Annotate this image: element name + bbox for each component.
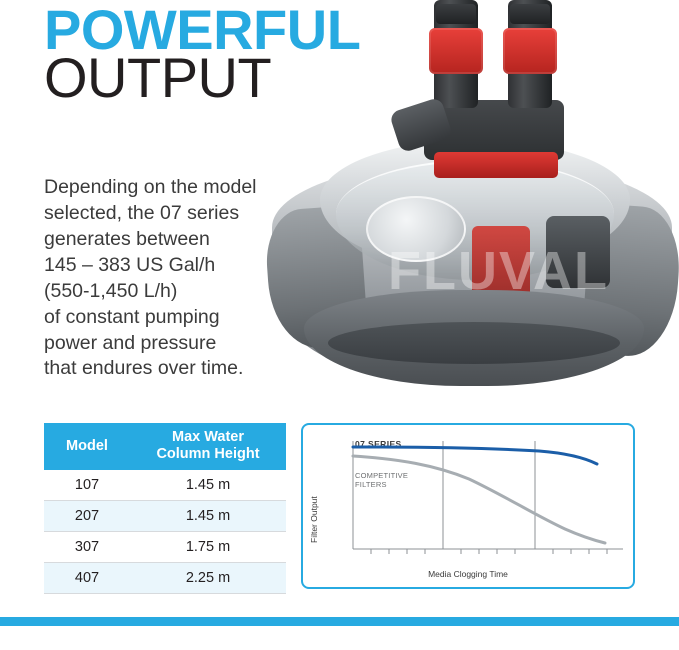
body-copy-line: (550-1,450 L/h) [44,279,178,302]
table-row [44,470,286,501]
table-row [44,531,286,562]
body-copy-line: power and pressure [44,331,217,354]
body-copy-line: selected, the 07 series [44,201,240,224]
cell-model: 307 [44,531,130,562]
red-lock-lever [434,152,558,178]
product-image [258,0,679,400]
body-copy-line: generates between [44,227,210,250]
cell-height: 1.45 m [130,470,286,501]
hose-nut-right [510,4,550,24]
chart-annotation-07-series: 07 SERIES [355,439,402,449]
chart-plot [339,437,625,563]
impeller-cover [366,196,466,262]
hose-collar-left [429,28,483,74]
spec-table [44,423,286,594]
chart-annotation-competitive-line1: COMPETITIVE [355,471,409,480]
headline-line-2: OUTPUT [44,45,272,109]
table-header-row [44,423,286,470]
table-header-height-line1: Max Water [172,429,244,445]
chart-annotation-competitive-line2: FILTERS [355,480,387,490]
chart-series-07 [353,447,597,464]
table-row [44,562,286,593]
table-header-height-line2: Column Height [156,446,260,463]
cell-height: 1.45 m [130,500,286,531]
canister-base-lip [328,322,620,364]
headline-line-1: POWERFUL [44,0,361,61]
chart-x-axis-label: Media Clogging Time [428,569,508,579]
motor-block [546,216,610,288]
hose-collar-right [503,28,557,74]
cell-model: 407 [44,562,130,593]
chart-x-ticks [371,549,607,554]
body-copy-line: that endures over time. [44,357,244,380]
body-copy-line: Depending on the model [44,176,257,198]
cell-height: 1.75 m [130,531,286,562]
hose-nut-left [436,4,476,24]
table-row [44,500,286,531]
brand-watermark: FLUVAL [388,241,609,301]
cell-model: 107 [44,470,130,501]
cell-height: 2.25 m [130,562,286,593]
body-copy-line: 145 – 383 US Gal/h [44,253,216,276]
footer-accent-bar [0,617,679,626]
chart-y-axis-label: Filter Output [309,496,319,543]
table-header-height [130,423,286,470]
performance-chart-card [301,423,635,589]
chart-series-competitive [353,456,605,543]
table-header-model: Model [44,423,130,470]
cell-model: 207 [44,500,130,531]
body-copy-line: of constant pumping [44,305,220,328]
